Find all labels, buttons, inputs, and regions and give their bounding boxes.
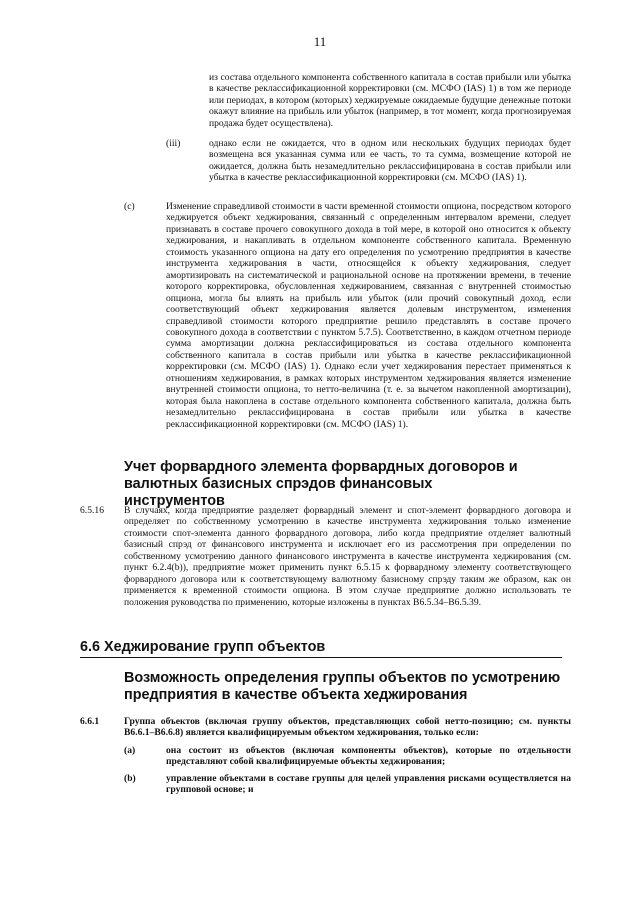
item-iii-label: (iii)	[166, 138, 181, 149]
item-c-label: (c)	[124, 201, 135, 212]
item-iii-text: однако если не ожидается, что в одном или нескольких будущих периодах будет возмещена вся указанная сумма или ее часть, то та сумма, возмещение которой не ожидается, должна быть незамедлительно реклассифицирована в состав прибыли или убытка в качестве реклассификационной корректировки (см. МСФО (IAS) 1).	[209, 138, 571, 184]
item-b-label: (b)	[124, 773, 136, 784]
item-a-text: она состоит из объектов (включая компоненты объектов), которые по отдельности представляют собой квалифицируемые объекты хеджирования;	[166, 745, 571, 768]
para-661-label: 6.6.1	[80, 716, 100, 727]
item-b-text: управление объектами в составе группы для целей управления рисками осуществляется на групповой основе; и	[166, 773, 571, 796]
heading-forward-element: Учет форвардного элемента форвардных договоров и валютных базисных спрэдов финансовых инструментов	[124, 459, 518, 509]
page-number: 11	[313, 34, 327, 49]
item-c-text: Изменение справедливой стоимости в части временной стоимости опциона, посредством которого хеджируется объект хеджирования, связанный с определенным интервалом времени, следует признавать в составе прочего совокупного дохода в той мере, в которой оно относится к объекту хеджирования, и накапливать в отдельном компоненте собственного капитала. Временную стоимость указанного опциона на дату его определения по усмотрению предприятия в качестве инструмента хеджирования в части, относящейся к объекту хеджирования, следует амортизировать на систематической и рациональной основе на протяжении времени, в течение которого корректировка, обусловленная хеджированием, связанная с внутренней стоимостью опциона, могла бы влиять на прибыль или убыток (или прочий совокупный доход, если соответствующий объект хеджирования является долевым инструментом, изменения справедливой стоимости которого предприятие решило представлять в составе прочего совокупного дохода в соответствии с пунктом 5.7.5). Соответственно, в каждом отчетном периоде сумма амортизации должна реклассифицироваться из состава отдельного компонента собственного капитала в состав прибыли или убытка в качестве реклассификационной корректировки (см. МСФО (IAS) 1). Однако если учет хеджирования перестает применяться к отношениям хеджирования, в рамках которых инструментом хеджирования является изменение внутренней стоимости опциона, то нетто-величина (т. е. за вычетом накопленной амортизации), которая была накоплена в составе отдельного компонента собственного капитала, должна быть незамедлительно реклассифицирована в состав прибыли или убытка в качестве реклассификационной корректировки (см. МСФО (IAS) 1).	[166, 201, 571, 430]
heading-eligibility: Возможность определения группы объектов по усмотрению предприятия в качестве объекта хеджирования	[124, 670, 561, 703]
continuation-paragraph: из состава отдельного компонента собственного капитала в состав прибыли или убытка в качестве реклассификационной корректировки (см. МСФО (IAS) 1) в том же периоде или периодах, в котором (которых) хеджируемые ожидаемые будущие денежные потоки окажут влияние на прибыль или убыток (например, в тот момент, когда прогнозируемая продажа будет осуществлена).	[209, 72, 571, 129]
para-6516-label: 6.5.16	[80, 505, 104, 516]
para-661-text: Группа объектов (включая группу объектов, представляющих собой нетто-позицию; см. пункты B6.6.1–B6.6.8) является квалифицируемым объектом хеджирования, только если:	[124, 716, 571, 739]
section-6-6-heading: 6.6 Хеджирование групп объектов	[80, 639, 326, 655]
item-a-label: (a)	[124, 745, 136, 756]
section-divider	[80, 657, 562, 658]
para-6516-text: В случаях, когда предприятие разделяет форвардный элемент и спот-элемент форвардного договора и определяет по собственному усмотрению в качестве инструмента хеджирования только изменение стоимости спот-элемента данного форвардного договора, либо когда предприятие отделяет валютный базисный спрэд от финансового инструмента и исключает его из рассмотрения при определении по собственному усмотрению данного финансового инструмента в качестве инструмента хеджирования (см. пункт 6.2.4(b)), предприятие может применить пункт 6.5.15 к форвардному элементу соответствующего форвардного договора или к соответствующему валютному базисному спрэду таким же образом, как он применяется к временной стоимости опциона. В этом случае предприятие должно использовать те положения руководства по применению, которые изложены в пунктах B6.5.34–B6.5.39.	[124, 505, 571, 608]
